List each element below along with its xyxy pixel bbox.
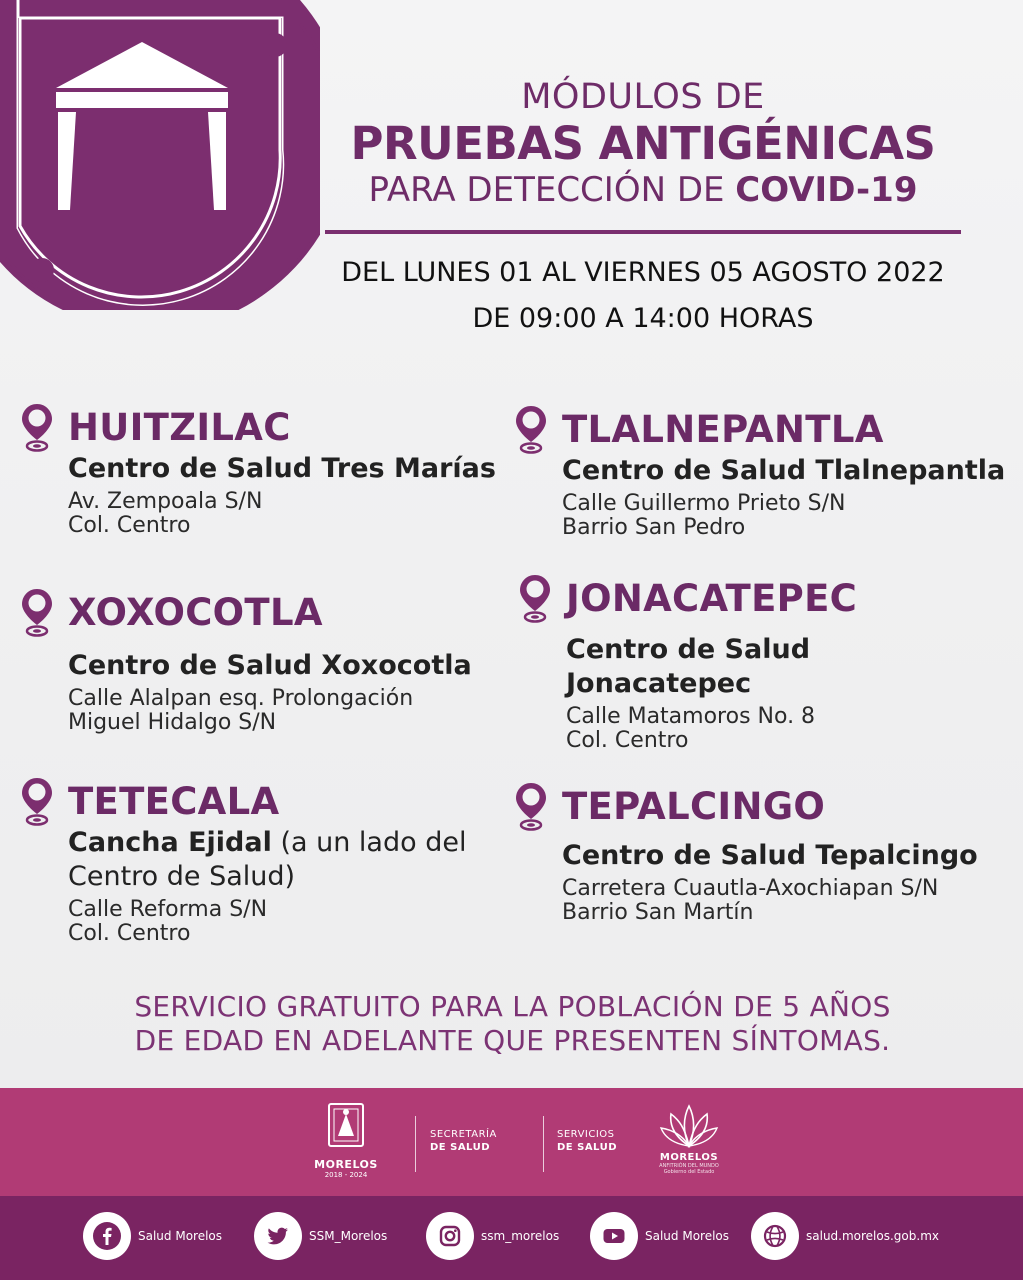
title-line-2: PRUEBAS ANTIGÉNICAS [350, 117, 936, 170]
social-twitter[interactable] [254, 1212, 387, 1260]
servicios-line-1: SERVICIOS [557, 1129, 615, 1140]
municipality-name: TETECALA [68, 780, 280, 823]
health-center-name [68, 826, 508, 894]
morelos-seal [306, 1102, 386, 1179]
address-line-1: Calle Matamoros No. 8 [566, 704, 816, 729]
logo-divider [415, 1116, 416, 1172]
secretaria-line-2: DE SALUD [430, 1142, 490, 1153]
twitter-icon [254, 1212, 302, 1260]
health-center-name [68, 452, 508, 486]
location-pin-icon [514, 781, 548, 833]
location-pin-icon [20, 587, 54, 639]
address-line-1: Av. Zempoala S/N [68, 489, 263, 514]
health-center-name-bold: Centro de Salud Tepalcingo [562, 840, 978, 871]
location-jonacatepec [566, 577, 966, 753]
secretaria-line-1: SECRETARÍA [430, 1129, 497, 1140]
municipality-name: TEPALCINGO [562, 785, 826, 828]
health-center-name-bold: Centro de Salud Tlalnepantla [562, 455, 1006, 486]
servicios-line-2: DE SALUD [557, 1142, 617, 1153]
health-center-name [566, 633, 966, 701]
flower-logo-name: MORELOS [659, 1152, 719, 1163]
social-label: ssm_morelos [481, 1229, 560, 1243]
location-pin-icon [514, 404, 548, 456]
youtube-icon [590, 1212, 638, 1260]
address-line-1: Calle Alalpan esq. Prolongación [68, 686, 414, 711]
address-line-1: Calle Reforma S/N [68, 897, 268, 922]
institution-logo-bar [0, 1088, 1023, 1196]
health-center-name [68, 649, 508, 683]
health-center-name [562, 839, 1012, 873]
flower-logo-icon [659, 1102, 719, 1150]
social-instagram[interactable] [426, 1212, 559, 1260]
title-line-3-prefix: PARA DETECCIÓN DE [368, 170, 736, 210]
health-center-name-bold: Centro de Salud Jonacatepec [566, 634, 811, 699]
social-youtube[interactable] [590, 1212, 729, 1260]
location-xoxocotla [68, 591, 508, 735]
title-line-3 [322, 170, 964, 210]
tent-logo [0, 0, 320, 310]
service-note-line-2: DE EDAD EN ADELANTE QUE PRESENTEN SÍNTOMAS. [134, 1024, 891, 1057]
address-line-2: Col. Centro [566, 728, 689, 753]
social-label: Salud Morelos [138, 1229, 223, 1243]
location-pin-icon [20, 402, 54, 454]
address-line-2: Barrio San Martín [562, 900, 754, 925]
morelos-anfitrion-logo [652, 1102, 726, 1175]
location-tetecala [68, 780, 508, 946]
address-line-2: Col. Centro [68, 513, 191, 538]
social-website[interactable] [751, 1212, 939, 1260]
address-line-1: Carretera Cuautla-Axochiapan S/N [562, 876, 939, 901]
address-line-1: Calle Guillermo Prieto S/N [562, 491, 846, 516]
secretaria-de-salud-logo [430, 1128, 497, 1154]
municipality-name: TLALNEPANTLA [562, 408, 884, 451]
municipality-name: JONACATEPEC [566, 577, 858, 620]
service-note [60, 990, 965, 1058]
municipality-name: XOXOCOTLA [68, 591, 323, 634]
address-line-2: Col. Centro [68, 921, 191, 946]
hours: DE 09:00 A 14:00 HORAS [472, 303, 814, 334]
service-note-line-1: SERVICIO GRATUITO PARA LA POBLACIÓN DE 5 AÑOS [134, 990, 891, 1023]
location-huitzilac [68, 406, 508, 538]
header-divider [325, 230, 961, 234]
flower-logo-sub2: Gobierno del Estado [663, 1169, 715, 1175]
location-pin-icon [518, 573, 552, 625]
header [322, 76, 964, 336]
servicios-de-salud-logo [557, 1128, 617, 1154]
logo-divider [543, 1116, 544, 1172]
health-center-name [562, 454, 1018, 488]
facebook-icon [83, 1212, 131, 1260]
municipality-name: HUITZILAC [68, 406, 291, 449]
location-tlalnepantla [562, 408, 1018, 540]
health-center-name-bold: Cancha Ejidal [68, 827, 272, 858]
title-line-3-bold: COVID-19 [735, 170, 918, 210]
social-label: Salud Morelos [645, 1229, 730, 1243]
instagram-icon [426, 1212, 474, 1260]
address-line-2: Miguel Hidalgo S/N [68, 710, 277, 735]
health-center-name-bold: Centro de Salud Xoxocotla [68, 650, 472, 681]
seal-name: MORELOS [314, 1158, 378, 1171]
morelos-seal-icon [325, 1102, 367, 1156]
tent-icon [0, 0, 320, 310]
seal-years: 2018 - 2024 [324, 1171, 368, 1179]
web-globe-icon [751, 1212, 799, 1260]
flower-logo-sub1: ANFITRIÓN DEL MUNDO [659, 1163, 719, 1169]
social-label: salud.morelos.gob.mx [806, 1229, 939, 1243]
social-label: SSM_Morelos [309, 1229, 388, 1243]
location-tepalcingo [562, 785, 1012, 925]
social-media-bar [0, 1196, 1023, 1280]
social-facebook[interactable] [83, 1212, 222, 1260]
address-line-2: Barrio San Pedro [562, 515, 746, 540]
location-pin-icon [20, 776, 54, 828]
date-range: DEL LUNES 01 AL VIERNES 05 AGOSTO 2022 [341, 257, 945, 288]
health-center-name-bold: Centro de Salud Tres Marías [68, 453, 496, 484]
title-line-1: MÓDULOS DE [521, 77, 765, 117]
health-center-name-note: (a un lado del Centro de Salud) [68, 827, 467, 892]
